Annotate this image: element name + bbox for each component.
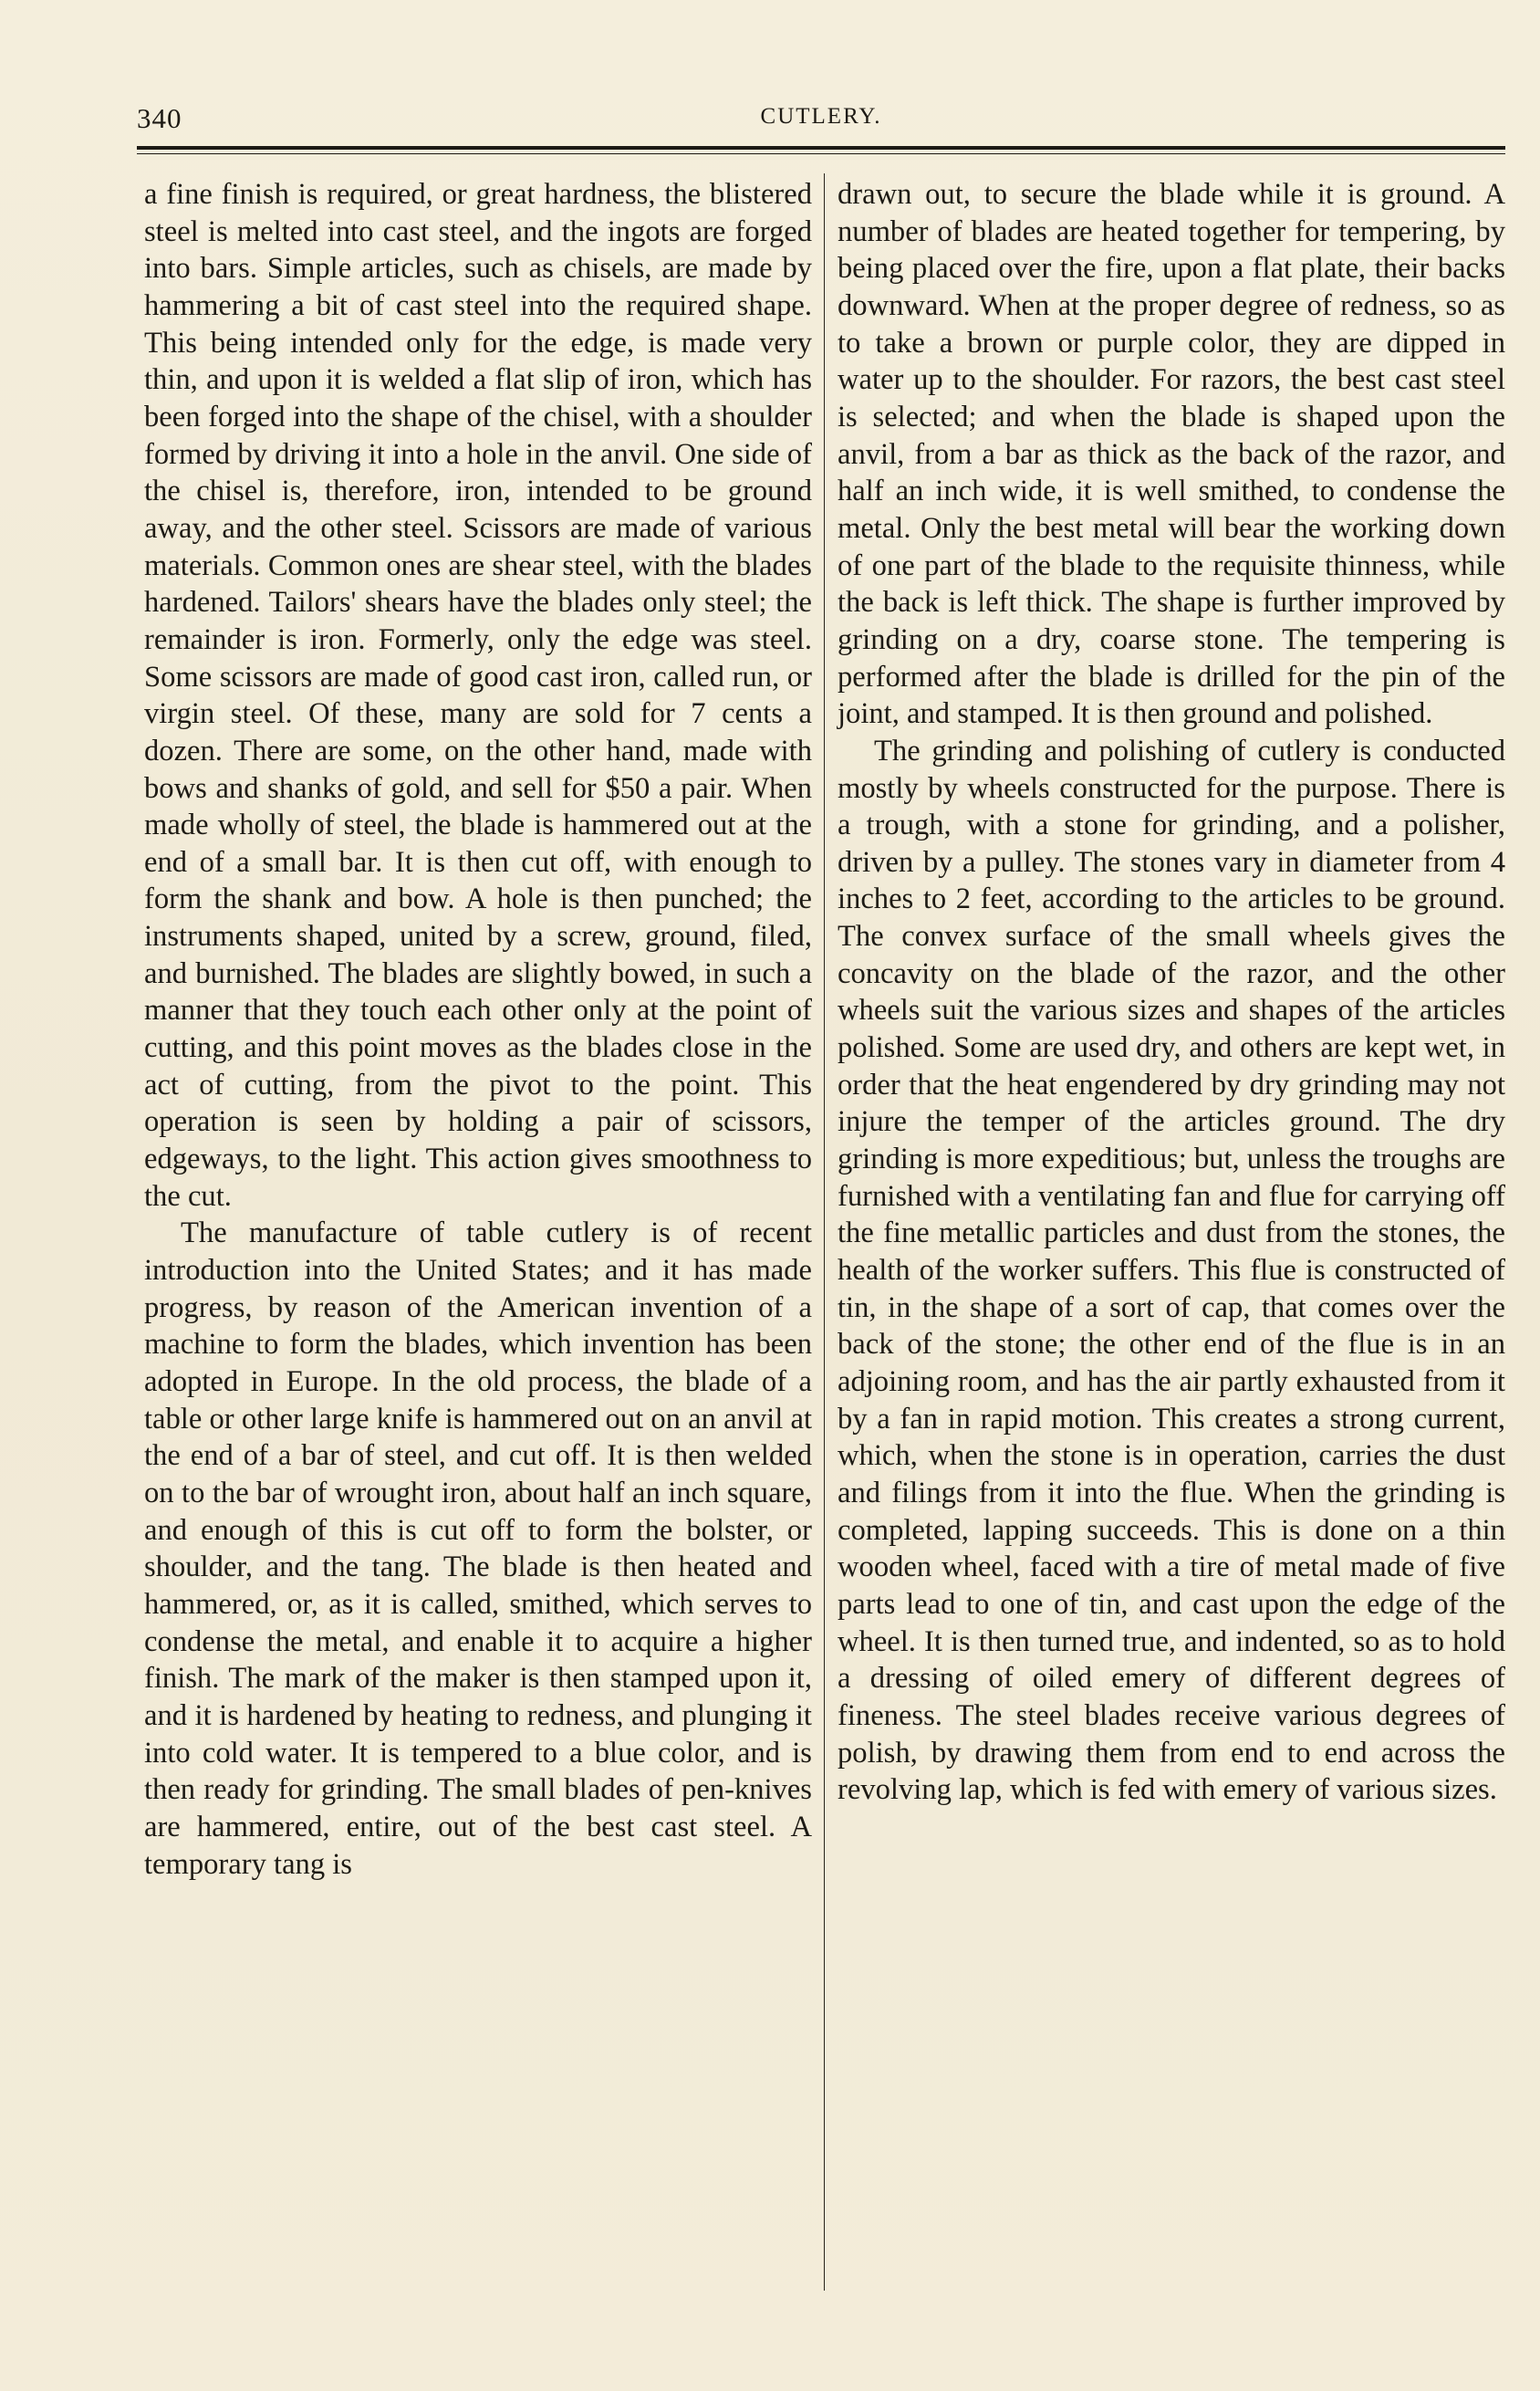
page-number: 340 — [137, 102, 182, 134]
paragraph-scissors: a fine finish is required, or great hardness, the blistered steel is melted into cast steel, and the ingots are forged into bars. Simple articles, such as chisels, are made by hammering a bit of cast steel into the required shape. This being intended only for the edge, is made very thin, and upon it is welded a flat slip of iron, which has been forged into the shape of the chisel, with a shoulder formed by driving it into a hole in the anvil. One side of the chisel is, therefore, iron, intended to be ground away, and the other steel. Scissors are made of various materials. Common ones are shear steel, with the blades hardened. Tailors' shears have the blades only steel; the remainder is iron. Formerly, only the edge was steel. Some scissors are made of good cast iron, called run, or virgin steel. Of these, many are sold for 7 cents a dozen. There are some, on the other hand, made with bows and shanks of gold, and sell for $50 a pair. When made wholly of steel, the blade is hammered out at the end of a small bar. It is then cut off, with enough to form the shank and bow. A hole is then punched; the instruments shaped, united by a screw, ground, filed, and burnished. The blades are slightly bowed, in such a manner that they touch each other only at the point of cutting, and this point moves as the blades close in the act of cutting, from the pivot to the point. This operation is seen by holding a pair of scissors, edgeways, to the light. This action gives smoothness to the cut. — [144, 178, 812, 1213]
left-column — [144, 176, 812, 1883]
paragraph-razors: drawn out, to secure the blade while it is ground. A number of blades are heated together for tempering, by being placed over the fire, upon a flat plate, their backs downward. When at the proper degree of redness, so as to take a brown or purple color, they are dipped in water up to the shoulder. For razors, the best cast steel is selected; and when the blade is shaped upon the anvil, from a bar as thick as the back of the razor, and half an inch wide, it is well smithed, to condense the metal. Only the best metal will bear the working down of one part of the blade to the requisite thinness, while the back is left thick. The shape is further improved by grinding on a dry, coarse stone. The tempering is performed after the blade is drilled for the pin of the joint, and stamped. It is then ground and polished. — [838, 178, 1505, 731]
header-rule-thin — [137, 153, 1505, 154]
paragraph-grinding-polishing: The grinding and polishing of cutlery is conducted mostly by wheels constructed for the purpose. There is a trough, with a stone for grinding, and a polisher, driven by a pulley. The stones vary in diameter from 4 inches to 2 feet, according to the articles to be ground. The convex surface of the small wheels gives the concavity on the blade of the razor, and the other wheels suit the various sizes and shapes of the articles polished. Some are used dry, and others are kept wet, in order that the heat engendered by dry grinding may not injure the temper of the articles ground. The dry grinding is more expeditious; but, unless the troughs are furnished with a ventilating fan and flue for carrying off the fine metallic particles and dust from the stones, the health of the worker suffers. This flue is constructed of tin, in the shape of a sort of cap, that comes over the back of the stone; the other end of the flue is in an adjoining room, and has the air partly exhausted from it by a fan in rapid motion. This creates a strong current, which, when the stone is in operation, carries the dust and filings from it into the flue. When the grinding is completed, lapping succeeds. This is done on a thin wooden wheel, faced with a tire of metal made of five parts lead to one of tin, and cast upon the edge of the wheel. It is then turned true, and indented, so as to hold a dressing of oiled emery of different degrees of fineness. The steel blades receive various degrees of polish, by drawing them from end to end across the revolving lap, which is fed with emery of various sizes. — [838, 734, 1505, 1807]
right-column — [838, 176, 1505, 1809]
page-header — [137, 102, 1505, 148]
column-divider — [824, 173, 825, 2291]
paragraph-table-cutlery: The manufacture of table cutlery is of recent introduction into the United States; and it has made progress, by reason of the American invention of a machine to form the blades, which invention has been adopted in Europe. In the old process, the blade of a table or other large knife is hammered out on an anvil at the end of a bar of steel, and cut off. It is then welded on to the bar of wrought iron, about half an inch square, and enough of this is cut off to form the bolster, or shoulder, and the tang. The blade is then heated and hammered, or, as it is called, smithed, which serves to condense the metal, and enable it to acquire a higher finish. The mark of the maker is then stamped upon it, and it is hardened by heating to redness, and plunging it into cold water. It is tempered to a blue color, and is then ready for grinding. The small blades of pen-knives are hammered, entire, out of the best cast steel. A temporary tang is — [144, 1216, 812, 1881]
header-rule — [137, 146, 1505, 150]
running-head: CUTLERY. — [760, 104, 882, 129]
